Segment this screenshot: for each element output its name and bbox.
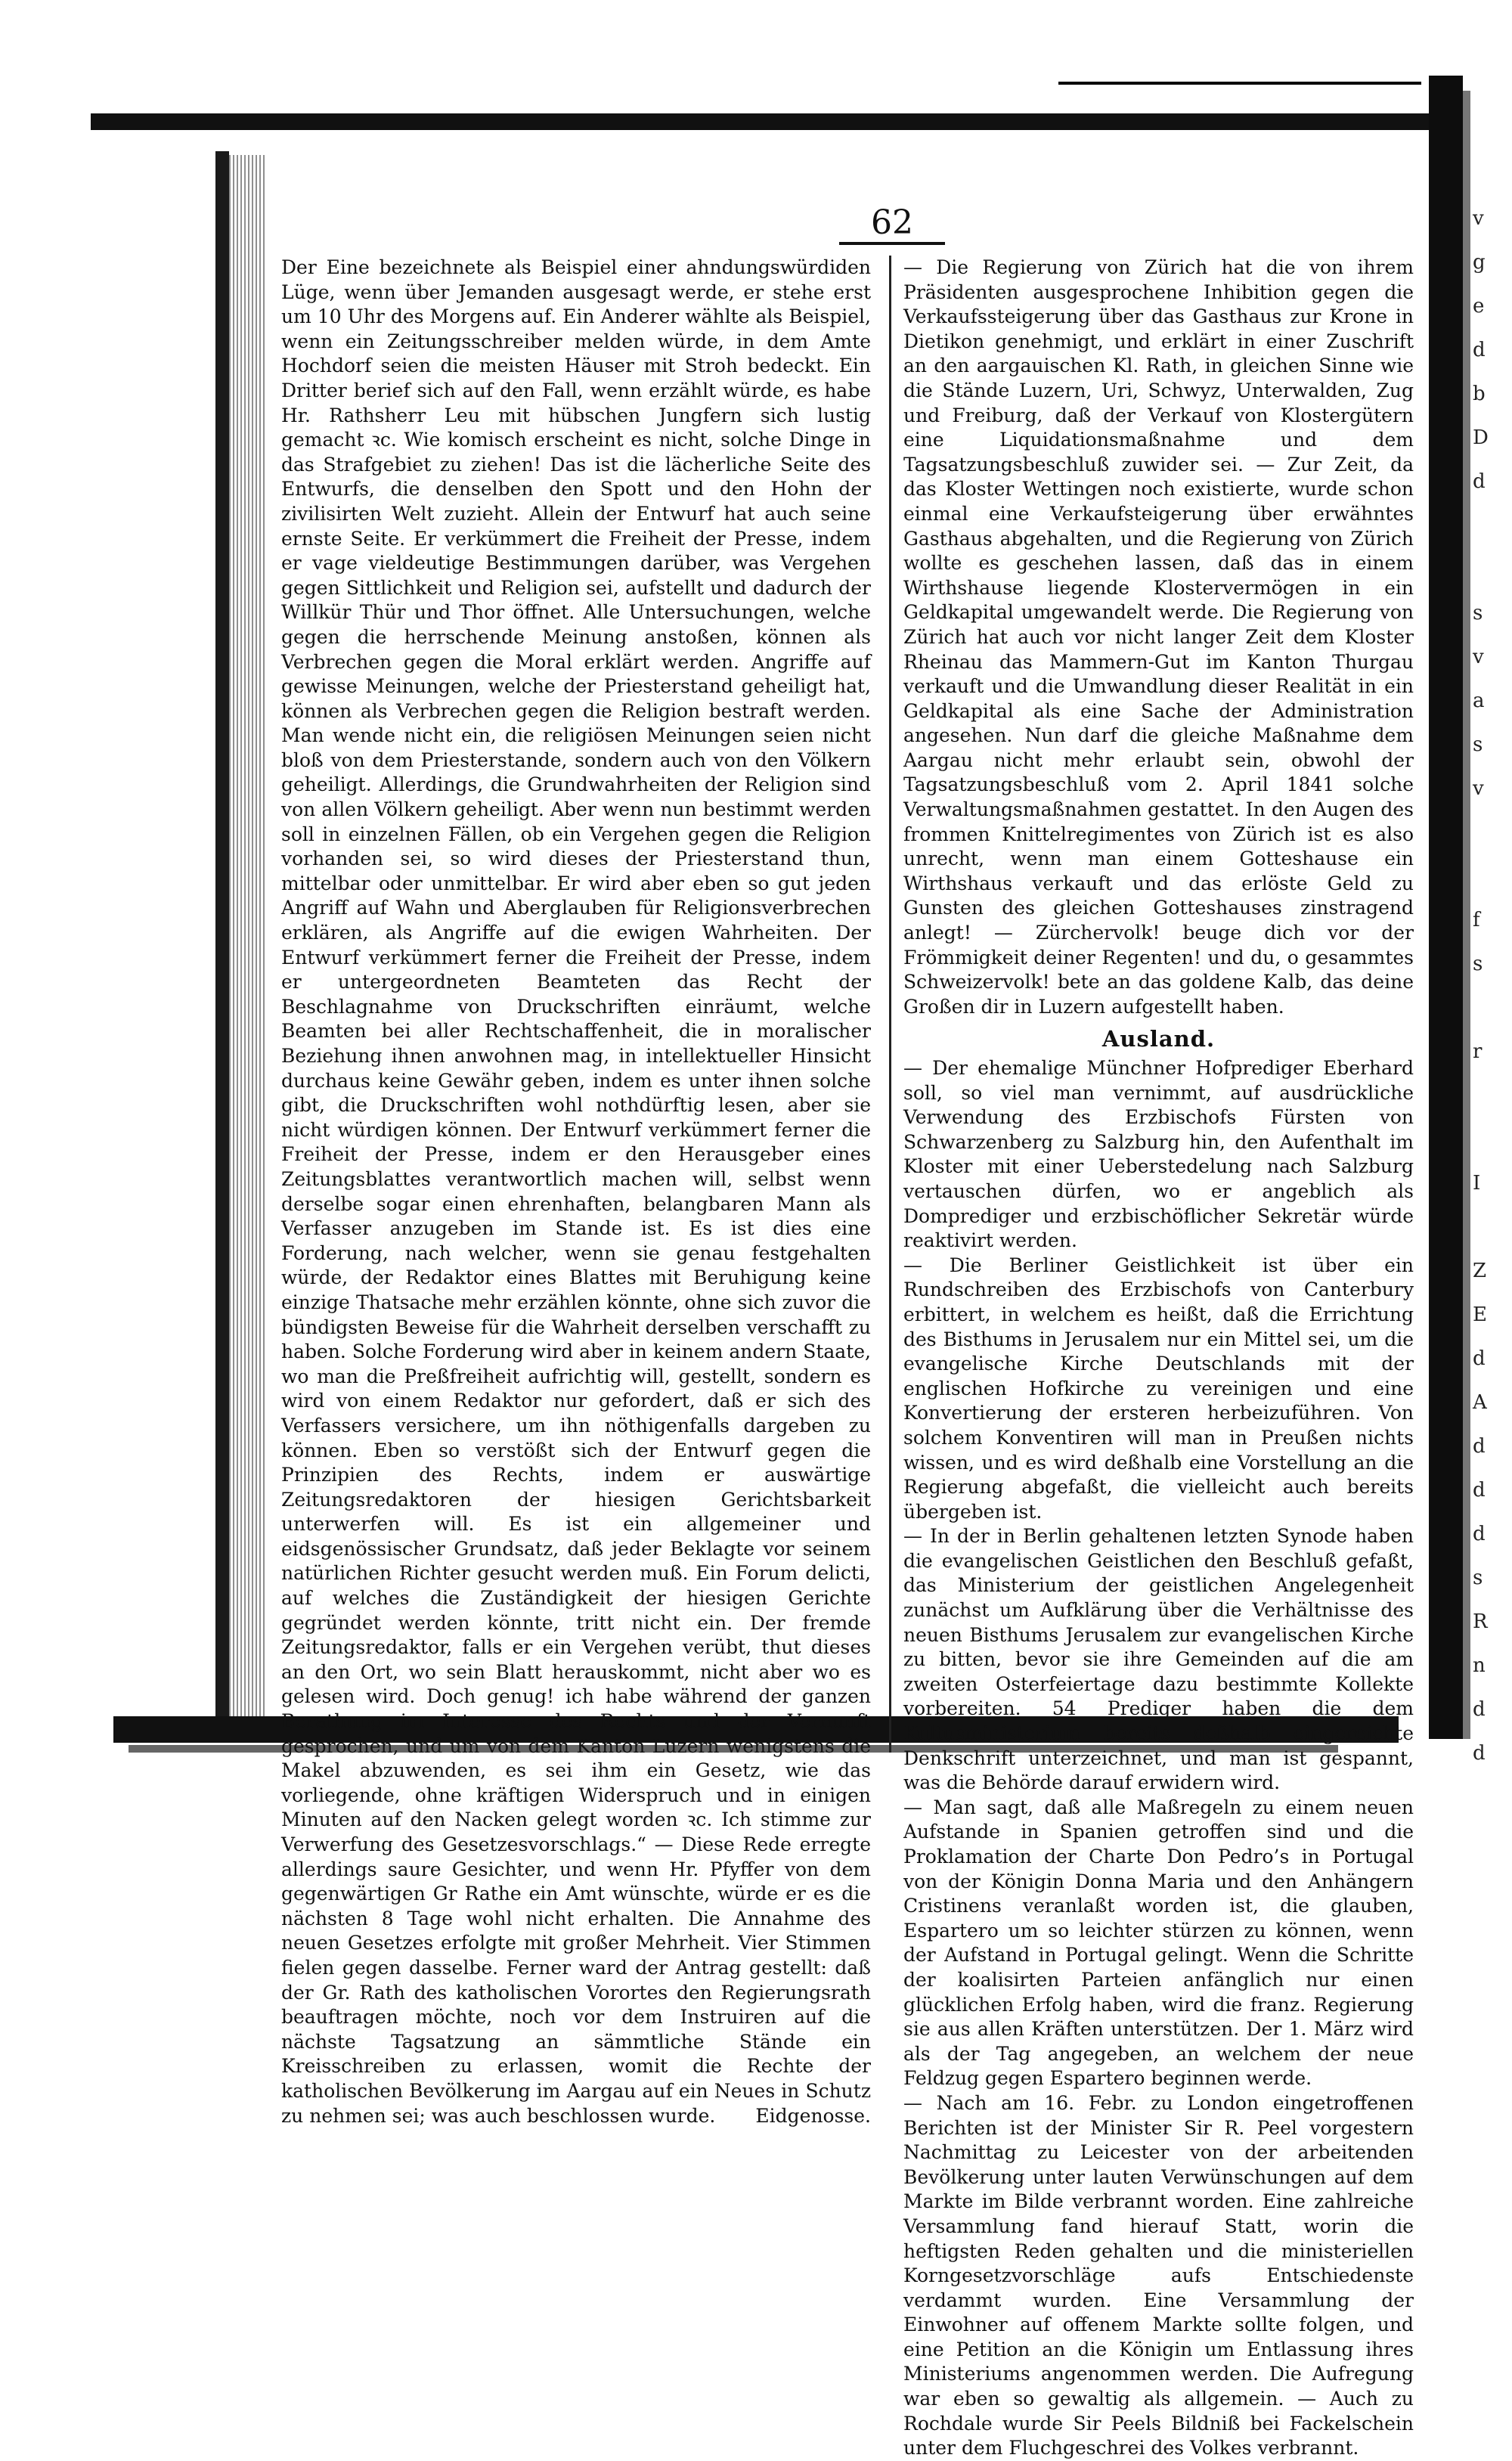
scan-top-border <box>91 113 1436 130</box>
article-spain-portugal: — Man sagt, daß alle Maßregeln zu einem neuen Aufstande in Spanien getroffen sind und die Proklamation der Charte Don Pedro’s in Portugal von der Königin Donna Maria und den Anhängern Cristinens veranlaßt worden ist, die glauben, Espartero um so leichter stürzen zu können, wenn der Aufstand in Portugal gelingt. Wenn die Schritte der koalisirten Parteien anfänglich nur einen glücklichen Erfolg haben, wird die franz. Regierung sie aus allen Kräften unterstützen. Der 1. März wird als der Tag angegeben, an welchem der neue Feldzug gegen Espartero beginnen werde. <box>903 1796 1414 2090</box>
article-zurich: — Die Regierung von Zürich hat die von ihrem Präsidenten ausgesprochene Inhibition gegen die Verkaufssteigerung über das Gasthaus zur Krone in Dietikon genehmigt, und erklärt in einer Zuschrift an den aargauischen Kl. Rath, in gleichen Sinne wie die Stände Luzern, Uri, Schwyz, Unterwalden, Zug und Freiburg, daß der Verkauf von Klostergütern eine Liquidationsmaßnahme und dem Tagsatzungsbeschluß zuwider sei. — Zur Zeit, da das Kloster Wettingen noch existierte, wurde schon einmal eine Verkaufsteigerung über erwähntes Gasthaus abgehalten, und die Regierung von Zürich wollte es geschehen lassen, daß das in einem Wirthshause liegende Klostervermögen in ein Geldkapital umgewandelt werde. Die Regierung von Zürich hat auch vor nicht langer Zeit dem Kloster Rheinau das Mammern-Gut im Kanton Thurgau verkauft und die Umwandlung dieser Realität in ein Geldkapital als eine Sache der Administration angesehen. Nun darf die gleiche Maßnahme dem Aargau nicht mehr erlaubt sein, obwohl der Tagsatzungsbeschluß vom 2. April 1841 solche Verwaltungsmaßnahmen gestattet. In den Augen des frommen Knittelregimentes von Zürich ist es also unrecht, wenn man einem Gotteshause ein Wirthshaus verkauft und das erlöste Geld zu Gunsten des gleichen Gotteshauses zinstragend anlegt! — Zürchervolk! beuge dich vor der Frömmigkeit deiner Regenten! und du, o gesammtes Schweizervolk! bete an das goldene Kalb, das deine Großen dir in Luzern aufgestellt haben. <box>903 256 1414 1018</box>
article-body: Der Eine bezeichnete als Beispiel einer ahndungswürdiden Lüge, wenn über Jemanden ausgesagt werde, er stehe erst um 10 Uhr des Morgens auf. Ein Anderer wählte als Beispiel, wenn ein Zeitungsschreiber melden würde, in dem Amte Hochdorf seien die meisten Häuser mit Stroh bedeckt. Ein Dritter berief sich auf den Fall, wenn erzählt würde, es habe Hr. Rathsherr Leu mit hübschen Jungfern sich lustig gemacht ꝛc. Wie komisch erscheint es nicht, solche Dinge in das Strafgebiet zu ziehen! Das ist die lächerliche Seite des Entwurfs, die denselben den Spott und den Hohn der zivilisirten Welt zuzieht. Allein der Entwurf hat auch seine ernste Seite. Er verkümmert die Freiheit der Presse, indem er vage vieldeutige Bestimmungen darüber, was Vergehen gegen Sittlichkeit und Religion sei, aufstellt und dadurch der Willkür Thür und Thor öffnet. Alle Untersuchungen, welche gegen die herrschende Meinung anstoßen, können als Verbrechen gegen die Moral erklärt werden. Angriffe auf gewisse Meinungen, welche der Priesterstand geheiligt hat, können als Verbrechen gegen die Religion bestraft werden. Man wende nicht ein, die religiösen Meinungen seien nicht bloß von dem Priesterstande, sondern auch von den Völkern geheiligt. Allerdings, die Grundwahrheiten der Religion sind von allen Völkern geheiligt. Aber wenn nun bestimmt werden soll in einzelnen Fällen, ob ein Vergehen gegen die Religion vorhanden sei, so wird dieses der Priesterstand thun, mittelbar oder unmittelbar. Er wird aber eben so gut jeden Angriff auf Wahn und Aberglauben für Religionsverbrechen erklären, als Angriffe auf die ewigen Wahrheiten. Der Entwurf verkümmert ferner die Freiheit der Presse, indem er untergeordneten Beamteten das Recht der Beschlagnahme von Druckschriften einräumt, welche Beamten bei aller Rechtschaffenheit, die in moralischer Beziehung ihnen anwohnen mag, in intellektueller Hinsicht durchaus keine Gewähr geben, indem es unter ihnen solche gibt, die Druckschriften wohl nothdürftig lesen, aber sie nicht würdigen können. Der Entwurf verkümmert ferner die Freiheit der Presse, indem er den Herausgeber eines Zeitungsblattes verantwortlich machen will, selbst wenn derselbe sogar einen ehrenhaften, belangbaren Mann als Verfasser anzugeben im Stande ist. Es ist dies eine Forderung, nach welcher, wenn sie genau festgehalten würde, der Redaktor eines Blattes mit Beruhigung keine einzige Thatsache mehr erzählen könnte, ohne sich zuvor die bündigsten Beweise für die Wahrheit derselben verschafft zu haben. Solche Forderung wird aber in keinem andern Staate, wo man die Preßfreiheit aufrichtig will, gestellt, sondern es wird von einem Redaktor nur gefordert, daß er sich des Verfassers versichere, um ihn nöthigenfalls dargeben zu können. Eben so verstößt sich der Entwurf gegen die Prinzipien des Rechts, indem er auswärtige Zeitungsredaktoren der hiesigen Gerichtsbarkeit unterwerfen will. Es ist ein allgemeiner und eidsgenössischer Grundsatz, daß jeder Beklagte vor seinem natürlichen Richter gesucht werden muß. Ein Forum delicti, auf welches die Zuständigkeit der hiesigen Gerichte gegründet werden könnte, tritt nicht ein. Der fremde Zeitungsredaktor, falls er ein Vergehen verübt, thut dieses an den Ort, wo sein Blatt herauskommt, nicht aber wo es gelesen wird. Doch genug! ich habe während der ganzen Berathung im Interesse des Rechts und der Vernunft gesprochen, und um von dem Kanton Luzern wenigstens die Makel abzuwenden, es sei ihm ein Gesetz, wie das vorliegende, ohne kräftigen Widerspruch und in einigen Minuten auf den Nacken gelegt worden ꝛc. Ich stimme zur Verwerfung des Gesetzesvorschlags.“ — Diese Rede erregte allerdings saure Gesichter, und wenn Hr. Pfyffer von dem gegenwärtigen Gr Rathe ein Amt wünschte, würde er es die nächsten 8 Tage wohl nicht erhalten. Die Annahme des neuen Gesetzes erfolgte mit großer Mehrheit. Vier Stimmen fielen gegen dasselbe. Ferner ward der Antrag gestellt: daß der Gr. Rath des katholischen Vorortes den Regierungsrath beauftragen möchte, noch vor dem Instruiren auf die nächste Tagsatzung an sämmtliche Stände ein Kreisschreiben zu erlassen, womit die Rechte der katholischen Bevölkerung im Aargau auf ein Neues in Schutz zu nehmen sei; was auch beschlossen wurde. <box>281 256 871 2127</box>
article-berlin-clergy: — Die Berliner Geistlichkeit ist über ein Rundschreiben des Erzbischofs von Canterbury erbittert, in welchem es heißt, daß die Errichtung des Bisthums in Jerusalem nur ein Mittel sei, um die evangelische Kirche Deutschlands mit der englischen Hofkirche zu vereinigen und eine Konvertierung der ersteren herbeizuführen. Von solchem Konventiren will man in Preußen nichts wissen, und es wird deßhalb eine Vorstellung an die Regierung abgefaßt, die vielleicht auch bereits übergeben ist. <box>903 1254 1414 1523</box>
article-text-speech <box>281 256 871 2128</box>
author-signature: Eidgenosse. <box>755 2104 871 2127</box>
article-eberhard: — Der ehemalige Münchner Hofprediger Eberhard soll, so viel man vernimmt, auf ausdrückliche Verwendung des Erzbischofs Fürsten von Schwarzenberg zu Salzburg hin, den Aufenthalt im Kloster mit einer Ueberstedelung nach Salzburg vertauschen dürfen, wo er angeblich als Domprediger und erzbischöflicher Sekretär würde reaktivirt werden. <box>903 1057 1414 1252</box>
scan-page-edge-shadow <box>229 155 267 1735</box>
column-divider <box>889 256 891 1753</box>
scan-right-shadow <box>1463 91 1470 1739</box>
scan-top-line <box>1058 82 1421 85</box>
scan-right-border <box>1429 76 1463 1739</box>
left-column <box>281 256 871 2128</box>
section-heading-ausland: Ausland. <box>1101 1026 1216 1052</box>
page-number-rule <box>839 242 945 245</box>
scan-left-border <box>215 151 229 1739</box>
page-number: 62 <box>871 203 913 242</box>
adjacent-page-fragment: v g e d b D d s v a s v f s r I Z E d A d d d s R n d d <box>1473 207 1489 1765</box>
article-london-peel: — Nach am 16. Febr. zu London eingetroffenen Berichten ist der Minister Sir R. Peel vorgestern Nachmittag zu Leicester von der arbeitenden Bevölkerung unter lauten Verwünschungen auf dem Markte im Bilde verbrannt worden. Eine zahlreiche Versammlung fand hierauf Statt, worin die heftigsten Reden gehalten und die ministeriellen Korngesetzvorschläge aufs Entschiedenste verdammt wurden. Eine Versammlung der Einwohner auf offenem Markte sollte folgen, und eine Petition an die Königin um Entlassung ihres Ministeriums angenommen werden. Die Aufregung war eben so gewaltig als allgemein. — Auch zu Rochdale wurde Sir Peels Bildniß bei Fackelschein unter dem Fluchgeschrei des Volkes verbrannt. <box>903 2091 1414 2459</box>
article-berlin-synod: — In der in Berlin gehaltenen letzten Synode haben die evangelischen Geistlichen den Beschluß gefaßt, das Ministerium der geistlichen Angelegenheit zunächst um Aufklärung über die Verhältnisse des neuen Bisthums Jerusalem zur evangelischen Kirche zu bitten, bevor sie ihre Gemeinden auf die am zweiten Osterfeiertage dazu bestimmte Kollekte vorbereiten. 54 Prediger haben die dem Kultusministerium bereits deßhalb eingereichte Denkschrift unterzeichnet, und man ist gespannt, was die Behörde darauf erwidern wird. <box>903 1525 1414 1794</box>
right-column <box>903 256 1414 2461</box>
